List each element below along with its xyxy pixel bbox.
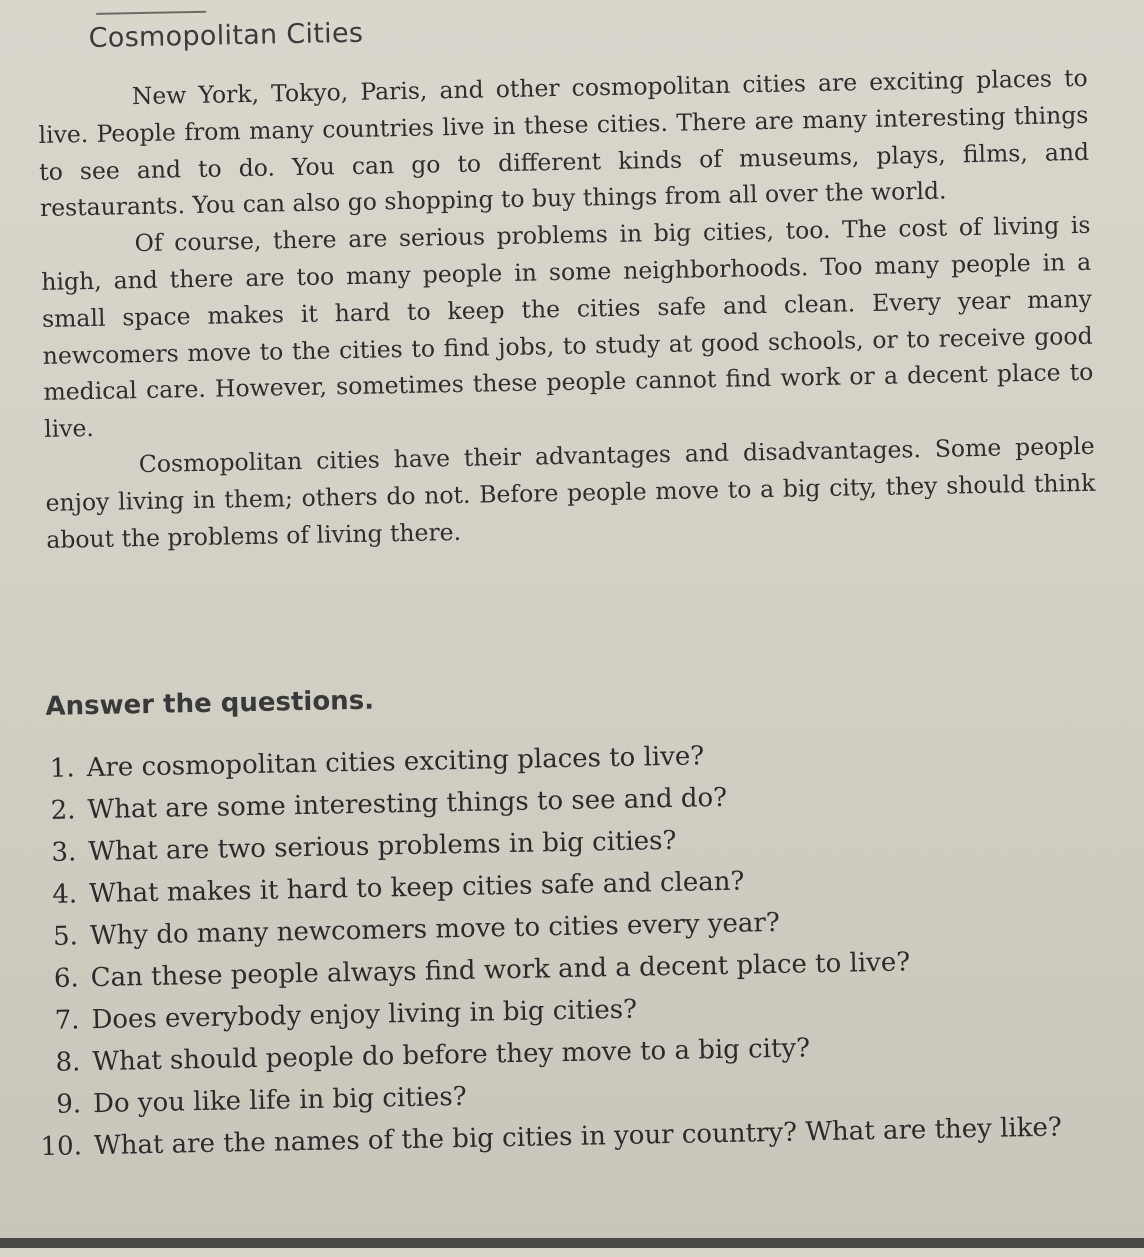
paragraph: Cosmopolitan cities have their advantages and disadvantages. Some people enjoy living in them; others do not. Before people move to a big city, they should think about the problems of living there. [45,431,1096,554]
question-text: What should people do before they move to a big city? [92,1033,811,1078]
question-number: 4. [52,879,78,910]
question-text: Do you like life in big cities? [92,1081,467,1120]
question-text: Can these people always find work and a decent place to live? [90,947,911,994]
question-number: 5. [52,921,79,952]
questions-list [2,728,1110,1169]
question-text: Why do many newcomers move to cities every year? [89,907,781,952]
reading-passage [37,60,1096,558]
question-number: 3. [51,837,77,868]
question-text: What are two serious problems in big cities? [88,825,677,868]
reading-title: Cosmopolitan Cities [88,17,364,54]
question-number: 2. [50,795,76,826]
question-text: What makes it hard to keep cities safe and clean? [88,866,745,910]
questions-heading: Answer the questions. [45,685,375,722]
paragraph: Of course, there are serious problems in big cities, too. The cost of living is high, and there are too many people in some neighborhoods. Too many people in a small space makes it hard to keep the cities safe and clean. Every year many newcomers move to the cities to find jobs, to study at good schools, or to receive good medical care. However, sometimes these people cannot find work or a decent place to live. [41,210,1094,444]
question-number: 10. [40,1131,83,1163]
question-text: What are the names of the big cities in your country? What are they like? [93,1112,1063,1162]
question-number: 6. [53,963,80,994]
question-text: Are cosmopolitan cities exciting places to live? [86,741,705,784]
top-rule-divider [96,11,206,15]
question-number: 8. [55,1047,81,1078]
question-text: Does everybody enjoy living in big cities? [91,994,638,1036]
question-number: 7. [54,1005,80,1036]
page-bottom-shadow [0,1238,1144,1248]
paragraph: New York, Tokyo, Paris, and other cosmopolitan cities are exciting places to live. People from many countries live in these cities. There are many interesting things to see and to do. You can go to different kinds of museums, plays, films, and restaurants. You can also go shopping to buy things from all over the world. [38,63,1090,223]
question-number: 9. [56,1089,82,1120]
question-text: What are some interesting things to see and do? [87,782,728,826]
question-number: 1. [49,753,75,784]
